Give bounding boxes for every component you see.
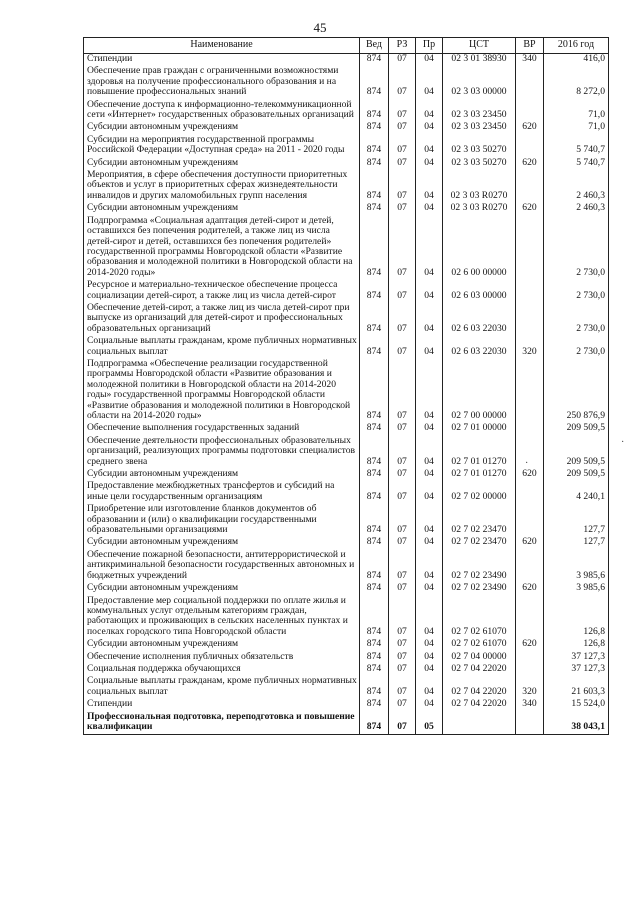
cell-pr: 04 [416, 504, 443, 537]
cell-vr: 620 [516, 203, 544, 215]
cell-amount: 2 730,0 [544, 336, 609, 359]
cell-cst: 02 7 02 00000 [443, 481, 516, 504]
cell-cst: 02 7 01 01270 [443, 469, 516, 481]
cell-cst: 02 6 03 22030 [443, 336, 516, 359]
cell-ved: 874 [360, 122, 389, 134]
cell-name: Субсидии автономным учреждениям [84, 122, 360, 134]
cell-rz: 07 [389, 122, 416, 134]
cell-vr [516, 550, 544, 583]
cell-name: Стипендии [84, 54, 360, 67]
cell-ved: 874 [360, 699, 389, 711]
cell-amount: 209 509,5 [544, 436, 609, 469]
cell-ved: 874 [360, 66, 389, 99]
cell-vr [516, 280, 544, 303]
cell-amount: 38 043,1 [544, 712, 609, 735]
cell-amount: 209 509,5 [544, 469, 609, 481]
cell-rz: 07 [389, 537, 416, 549]
cell-vr: 620 [516, 639, 544, 651]
cell-name: Обеспечение прав граждан с ограниченными возможностями здоровья на получение профессионального образования и на повышение профессиональных знаний [84, 66, 360, 99]
cell-rz: 07 [389, 203, 416, 215]
cell-amount: 127,7 [544, 504, 609, 537]
cell-cst: 02 7 00 00000 [443, 359, 516, 423]
cell-amount: 209 509,5 [544, 423, 609, 435]
cell-amount: 15 524,0 [544, 699, 609, 711]
cell-ved: 874 [360, 469, 389, 481]
cell-vr: 320 [516, 676, 544, 699]
cell-rz: 07 [389, 469, 416, 481]
table-row [84, 303, 609, 336]
table-row [84, 100, 609, 123]
cell-cst: 02 7 04 22020 [443, 699, 516, 711]
cell-amount: 37 127,3 [544, 652, 609, 664]
cell-ved: 874 [360, 712, 389, 735]
table-row [84, 122, 609, 134]
cell-vr: 620 [516, 122, 544, 134]
cell-ved: 874 [360, 359, 389, 423]
cell-amount: 71,0 [544, 100, 609, 123]
cell-pr: 04 [416, 122, 443, 134]
table-row [84, 280, 609, 303]
cell-name: Обеспечение выполнения государственных заданий [84, 423, 360, 435]
cell-cst: 02 3 03 50270 [443, 135, 516, 158]
cell-vr [516, 664, 544, 676]
table-row [84, 712, 609, 735]
cell-name: Профессиональная подготовка, переподготовка и повышение квалификации [84, 712, 360, 735]
table-row [84, 359, 609, 423]
cell-rz: 07 [389, 639, 416, 651]
header-cst: ЦСТ [443, 38, 516, 54]
cell-pr: 04 [416, 699, 443, 711]
table-row [84, 504, 609, 537]
cell-vr [516, 436, 544, 469]
cell-name: Субсидии автономным учреждениям [84, 469, 360, 481]
header-vr: ВР [516, 38, 544, 54]
cell-amount: 4 240,1 [544, 481, 609, 504]
cell-amount: 2 460,3 [544, 170, 609, 203]
cell-rz: 07 [389, 280, 416, 303]
cell-rz: 07 [389, 481, 416, 504]
cell-ved: 874 [360, 652, 389, 664]
cell-name: Подпрограмма «Социальная адаптация детей-сирот и детей, оставшихся без попечения родителей, а также лиц из числа детей-сирот и детей, оставшихся без попечения родителей» государственной программы Новгородской области «Развитие образования и молодежной политики в Новгородской области на 2014-2020 годы» [84, 216, 360, 280]
cell-rz: 07 [389, 54, 416, 67]
cell-amount: 71,0 [544, 122, 609, 134]
cell-rz: 07 [389, 664, 416, 676]
cell-amount: 8 272,0 [544, 66, 609, 99]
cell-amount: 3 985,6 [544, 550, 609, 583]
cell-pr: 04 [416, 469, 443, 481]
cell-rz: 07 [389, 423, 416, 435]
cell-ved: 874 [360, 596, 389, 640]
cell-pr: 04 [416, 170, 443, 203]
cell-vr [516, 712, 544, 735]
cell-pr: 04 [416, 481, 443, 504]
table-row [84, 699, 609, 711]
cell-ved: 874 [360, 676, 389, 699]
cell-ved: 874 [360, 504, 389, 537]
cell-vr: 620 [516, 469, 544, 481]
cell-ved: 874 [360, 303, 389, 336]
cell-name: Приобретение или изготовление бланков документов об образовании и (или) о квалификации государственными образовательными организациями [84, 504, 360, 537]
cell-cst [443, 712, 516, 735]
cell-cst: 02 7 02 23490 [443, 583, 516, 595]
cell-amount: 416,0 [544, 54, 609, 67]
cell-vr [516, 303, 544, 336]
budget-table [83, 37, 609, 735]
header-name: Наименование [84, 38, 360, 54]
cell-vr [516, 66, 544, 99]
cell-rz: 07 [389, 504, 416, 537]
cell-cst: 02 7 04 22020 [443, 664, 516, 676]
cell-ved: 874 [360, 436, 389, 469]
cell-pr: 04 [416, 135, 443, 158]
page-number: 45 [313, 20, 327, 35]
cell-amount: 2 730,0 [544, 216, 609, 280]
cell-pr: 04 [416, 359, 443, 423]
cell-cst: 02 7 01 00000 [443, 423, 516, 435]
cell-ved: 874 [360, 423, 389, 435]
cell-rz: 07 [389, 583, 416, 595]
cell-ved: 874 [360, 336, 389, 359]
table-row [84, 203, 609, 215]
cell-cst: 02 7 01 01270 [443, 436, 516, 469]
cell-rz: 07 [389, 550, 416, 583]
cell-ved: 874 [360, 550, 389, 583]
cell-rz: 07 [389, 216, 416, 280]
cell-rz: 07 [389, 66, 416, 99]
cell-name: Мероприятия, в сфере обеспечения доступности приоритетных объектов и услуг в приоритетных сферах жизнедеятельности инвалидов и других маломобильных групп населения [84, 170, 360, 203]
cell-vr [516, 596, 544, 640]
cell-amount: 126,8 [544, 596, 609, 640]
cell-name: Социальная поддержка обучающихся [84, 664, 360, 676]
cell-pr: 04 [416, 676, 443, 699]
table-row [84, 481, 609, 504]
cell-rz: 07 [389, 170, 416, 203]
cell-name: Обеспечение доступа к информационно-телекоммуникационной сети «Интернет» государственных образовательных организаций [84, 100, 360, 123]
scan-mark: · [525, 458, 529, 469]
cell-amount: 5 740,7 [544, 158, 609, 170]
cell-ved: 874 [360, 100, 389, 123]
table-header-row [84, 38, 609, 54]
cell-pr: 04 [416, 280, 443, 303]
cell-vr [516, 504, 544, 537]
header-year: 2016 год [544, 38, 609, 54]
cell-ved: 874 [360, 280, 389, 303]
table-row [84, 550, 609, 583]
cell-ved: 874 [360, 216, 389, 280]
cell-pr: 04 [416, 639, 443, 651]
cell-rz: 07 [389, 359, 416, 423]
header-rz: РЗ [389, 38, 416, 54]
cell-amount: 126,8 [544, 639, 609, 651]
cell-amount: 3 985,6 [544, 583, 609, 595]
cell-amount: 2 730,0 [544, 303, 609, 336]
cell-ved: 874 [360, 135, 389, 158]
cell-name: Стипендии [84, 699, 360, 711]
cell-cst: 02 6 03 00000 [443, 280, 516, 303]
cell-name: Социальные выплаты гражданам, кроме публичных нормативных социальных выплат [84, 676, 360, 699]
cell-ved: 874 [360, 170, 389, 203]
cell-cst: 02 3 01 38930 [443, 54, 516, 67]
cell-rz: 07 [389, 596, 416, 640]
cell-cst: 02 6 00 00000 [443, 216, 516, 280]
cell-cst: 02 3 03 R0270 [443, 203, 516, 215]
cell-name: Субсидии автономным учреждениям [84, 583, 360, 595]
cell-vr [516, 423, 544, 435]
cell-rz: 07 [389, 712, 416, 735]
cell-vr: 340 [516, 54, 544, 67]
cell-pr: 04 [416, 336, 443, 359]
table-row [84, 676, 609, 699]
cell-pr: 04 [416, 203, 443, 215]
cell-rz: 07 [389, 135, 416, 158]
cell-pr: 04 [416, 100, 443, 123]
cell-name: Предоставление мер социальной поддержки по оплате жилья и коммунальных услуг отдельным категориям граждан, работающих и проживающих в сельских населенных пунктах и поселках городского типа Новгородской области [84, 596, 360, 640]
cell-name: Обеспечение пожарной безопасности, антитеррористической и антикриминальной безопасности государственных автономных и бюджетных учреждений [84, 550, 360, 583]
table-row [84, 336, 609, 359]
table-row [84, 639, 609, 651]
table-row [84, 423, 609, 435]
table-row [84, 66, 609, 99]
table-row [84, 596, 609, 640]
cell-cst: 02 3 03 23450 [443, 100, 516, 123]
cell-ved: 874 [360, 583, 389, 595]
header-ved: Вед [360, 38, 389, 54]
table-body [84, 54, 609, 735]
cell-vr [516, 100, 544, 123]
cell-rz: 07 [389, 303, 416, 336]
cell-cst: 02 7 02 61070 [443, 639, 516, 651]
cell-ved: 874 [360, 203, 389, 215]
cell-amount: 5 740,7 [544, 135, 609, 158]
cell-amount: 127,7 [544, 537, 609, 549]
cell-cst: 02 7 02 23490 [443, 550, 516, 583]
cell-vr [516, 481, 544, 504]
table-row [84, 436, 609, 469]
cell-name: Субсидии автономным учреждениям [84, 537, 360, 549]
cell-vr [516, 170, 544, 203]
cell-pr: 04 [416, 423, 443, 435]
cell-pr: 04 [416, 596, 443, 640]
cell-pr: 04 [416, 54, 443, 67]
cell-amount: 2 460,3 [544, 203, 609, 215]
cell-vr: 620 [516, 583, 544, 595]
table-row [84, 216, 609, 280]
cell-name: Социальные выплаты гражданам, кроме публичных нормативных социальных выплат [84, 336, 360, 359]
cell-name: Обеспечение деятельности профессиональных образовательных организаций, реализующих программы подготовки специалистов среднего звена [84, 436, 360, 469]
cell-vr: 620 [516, 158, 544, 170]
scan-mark: · [621, 437, 625, 448]
cell-name: Субсидии автономным учреждениям [84, 158, 360, 170]
cell-vr [516, 652, 544, 664]
cell-rz: 07 [389, 100, 416, 123]
cell-pr: 04 [416, 537, 443, 549]
cell-amount: 2 730,0 [544, 280, 609, 303]
cell-ved: 874 [360, 537, 389, 549]
cell-name: Ресурсное и материально-техническое обеспечение процесса социализации детей-сирот, а также лиц из числа детей-сирот [84, 280, 360, 303]
cell-cst: 02 7 02 23470 [443, 537, 516, 549]
cell-pr: 04 [416, 550, 443, 583]
cell-name: Обеспечение исполнения публичных обязательств [84, 652, 360, 664]
table-row [84, 537, 609, 549]
cell-amount: 250 876,9 [544, 359, 609, 423]
table-row [84, 583, 609, 595]
cell-rz: 07 [389, 699, 416, 711]
cell-pr: 04 [416, 664, 443, 676]
cell-cst: 02 7 02 61070 [443, 596, 516, 640]
cell-rz: 07 [389, 676, 416, 699]
cell-cst: 02 6 03 22030 [443, 303, 516, 336]
cell-cst: 02 3 03 R0270 [443, 170, 516, 203]
cell-vr [516, 359, 544, 423]
cell-ved: 874 [360, 639, 389, 651]
cell-name: Субсидии автономным учреждениям [84, 639, 360, 651]
cell-name: Субсидии автономным учреждениям [84, 203, 360, 215]
cell-rz: 07 [389, 436, 416, 469]
cell-cst: 02 7 04 22020 [443, 676, 516, 699]
cell-pr: 05 [416, 712, 443, 735]
table-row [84, 135, 609, 158]
cell-amount: 21 603,3 [544, 676, 609, 699]
cell-vr: 320 [516, 336, 544, 359]
cell-rz: 07 [389, 336, 416, 359]
cell-cst: 02 7 02 23470 [443, 504, 516, 537]
cell-name: Субсидии на мероприятия государственной программы Российской Федерации «Доступная среда» на 2011 - 2020 годы [84, 135, 360, 158]
cell-pr: 04 [416, 216, 443, 280]
header-pr: Пр [416, 38, 443, 54]
cell-name: Обеспечение детей-сирот, а также лиц из числа детей-сирот при выпуске из организаций для детей-сирот и профессиональных образовательных организаций [84, 303, 360, 336]
cell-rz: 07 [389, 158, 416, 170]
cell-pr: 04 [416, 652, 443, 664]
cell-vr: 340 [516, 699, 544, 711]
cell-pr: 04 [416, 303, 443, 336]
cell-pr: 04 [416, 583, 443, 595]
cell-ved: 874 [360, 481, 389, 504]
cell-vr: 620 [516, 537, 544, 549]
cell-ved: 874 [360, 664, 389, 676]
cell-cst: 02 7 04 00000 [443, 652, 516, 664]
cell-ved: 874 [360, 158, 389, 170]
cell-rz: 07 [389, 652, 416, 664]
cell-cst: 02 3 03 00000 [443, 66, 516, 99]
cell-name: Предоставление межбюджетных трансфертов и субсидий на иные цели государственным организациям [84, 481, 360, 504]
cell-vr [516, 135, 544, 158]
cell-cst: 02 3 03 50270 [443, 158, 516, 170]
cell-amount: 37 127,3 [544, 664, 609, 676]
table-row [84, 170, 609, 203]
cell-pr: 04 [416, 158, 443, 170]
cell-pr: 04 [416, 436, 443, 469]
cell-pr: 04 [416, 66, 443, 99]
cell-cst: 02 3 03 23450 [443, 122, 516, 134]
cell-vr [516, 216, 544, 280]
cell-ved: 874 [360, 54, 389, 67]
cell-name: Подпрограмма «Обеспечение реализации государственной программы Новгородской области «Развитие образования и молодежной политики в Новгородской области на 2014-2020 годы» государственной программы Новгородской области «Развитие образования и молодежной политики в Новгородской области на 2014-2020 годы» [84, 359, 360, 423]
